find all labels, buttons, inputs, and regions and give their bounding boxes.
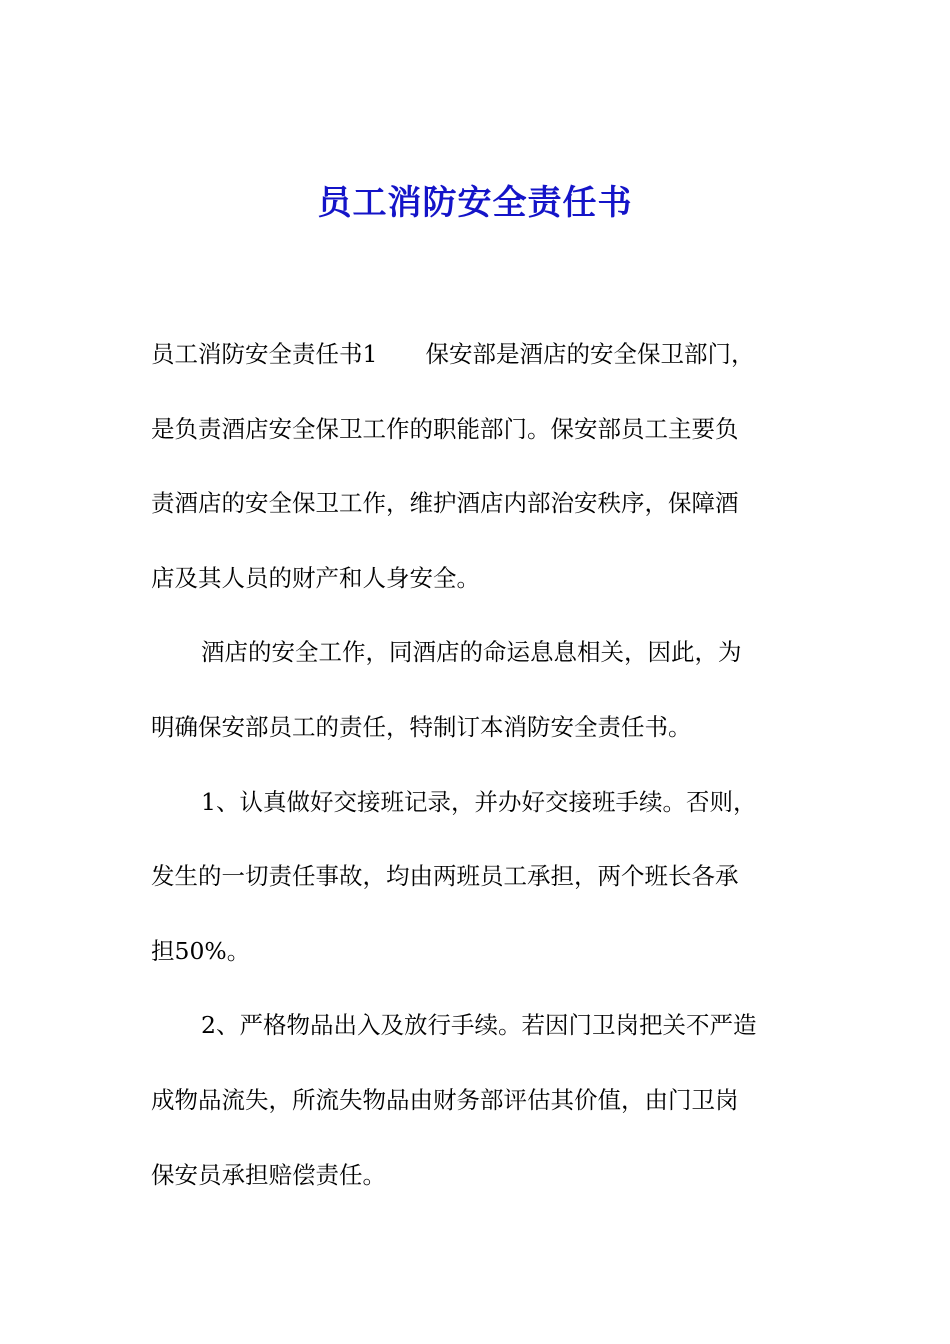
paragraph-line: 责酒店的安全保卫工作，维护酒店内部治安秩序，保障酒 — [151, 489, 739, 518]
paragraph-line: 1、认真做好交接班记录，并办好交接班手续。否则， — [201, 787, 757, 816]
inline-heading: 员工消防安全责任书1 — [151, 340, 378, 368]
paragraph-line: 发生的一切责任事故，均由两班员工承担，两个班长各承 — [151, 862, 739, 891]
paragraph-line: 店及其人员的财产和人身安全。 — [151, 563, 480, 592]
paragraph-line: 2、严格物品出入及放行手续。若因门卫岗把关不严造 — [201, 1011, 757, 1040]
paragraph-line: 成物品流失，所流失物品由财务部评估其价值，由门卫岗 — [151, 1085, 739, 1114]
paragraph-line: 明确保安部员工的责任，特制订本消防安全责任书。 — [151, 712, 692, 741]
document-title: 员工消防安全责任书 — [317, 183, 633, 223]
line-text: 保安部是酒店的安全保卫部门， — [425, 340, 755, 368]
paragraph-line: 酒店的安全工作，同酒店的命运息息相关，因此，为 — [201, 638, 742, 667]
paragraph-line: 是负责酒店安全保卫工作的职能部门。保安部员工主要负 — [151, 414, 739, 443]
paragraph-line: 保安员承担赔偿责任。 — [151, 1160, 386, 1189]
paragraph-line — [151, 326, 801, 401]
paragraph-line: 担50%。 — [151, 936, 251, 965]
document-body — [151, 326, 801, 1221]
